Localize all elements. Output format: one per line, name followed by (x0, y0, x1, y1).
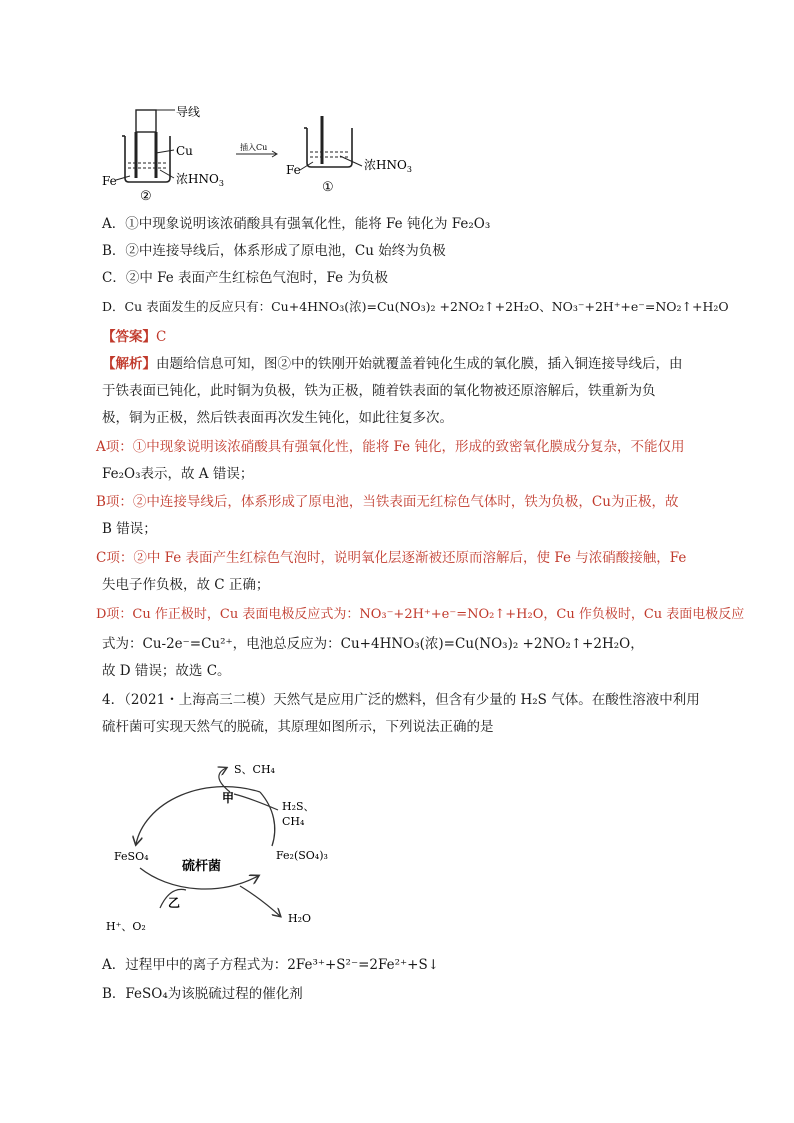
fe2so43-label: Fe₂(SO₄)₃ (276, 849, 328, 862)
analysis-line-2: 于铁表面已钝化，此时铜为负极，铁为正极，随着铁表面的氧化物被还原溶解后，铁重新为负 (102, 383, 656, 399)
q4-stem-2: 硫杆菌可实现天然气的脱硫，其原理如图所示，下列说法正确的是 (102, 719, 494, 735)
explain-b-2: B 错误； (102, 521, 157, 537)
hno3-left-label: 浓$HNO_3$ (176, 172, 224, 188)
q4-option-a: A．过程甲中的离子方程式为：2Fe³⁺+S²⁻=2Fe²⁺+S↓ (102, 957, 440, 973)
q3-option-c: C．②中 Fe 表面产生红棕色气泡时，Fe 为负极 (102, 270, 388, 286)
q3-option-d: D．Cu 表面发生的反应只有：Cu+4HNO₃(浓)=Cu(NO₃)₂ +2NO₂↑+2H₂O、NO₃⁻+2H⁺+e⁻=NO₂↑+H₂O (102, 299, 729, 314)
fe-right-label: Fe (286, 163, 301, 177)
yi-label: 乙 (168, 896, 181, 910)
explain-d-2: 式为：Cu-2e⁻=Cu²⁺，电池总反应为：Cu+4HNO₃(浓)=Cu(NO₃)₂ +2NO₂↑+2H₂O， (102, 636, 644, 652)
q4-option-b: B．FeSO₄为该脱硫过程的催化剂 (102, 986, 303, 1002)
bacteria-label: 硫杆菌 (182, 859, 222, 874)
beaker-right (300, 116, 362, 170)
q4-stem-1: 4．（2021・上海高三二模）天然气是应用广泛的燃料，但含有少量的 H₂S 气体。在酸性溶液中利用 (102, 692, 700, 708)
arrow-to-s-ch4 (219, 768, 230, 792)
ch4-label: CH₄ (282, 815, 305, 828)
q3-option-b: B．②中连接导线后，体系形成了原电池，Cu 始终为负极 (102, 243, 446, 259)
beaker-left-number: ② (140, 189, 152, 204)
arrow-to-h2o (240, 886, 280, 916)
explain-d-3: 故 D 错误；故选 C。 (102, 663, 231, 679)
explain-c-1: C项：②中 Fe 表面产生红棕色气泡时，说明氧化层逐渐被还原而溶解后，使 Fe 与浓硝酸接触，Fe (96, 550, 687, 566)
analysis-line-1: 【解析】由题给信息可知，图②中的铁刚开始就覆盖着钝化生成的氧化膜，插入铜连接导线后，由 (102, 356, 683, 372)
q3-option-a: A．①中现象说明该浓硝酸具有强氧化性，能将 Fe 钝化为 Fe₂O₃ (102, 216, 491, 232)
wire-label: 导线 (176, 105, 201, 119)
explain-a-1: A项：①中现象说明该浓硝酸具有强氧化性，能将 Fe 钝化，形成的致密氧化膜成分复杂，不能仅用 (96, 439, 685, 455)
electrochem-figure (100, 98, 430, 208)
analysis-line-3: 极，铜为正极，然后铁表面再次发生钝化，如此往复多次。 (102, 410, 453, 426)
answer-tag: 【答案】 (102, 329, 156, 345)
cycle-arc-top-right (260, 792, 275, 846)
explain-c-2: 失电子作负极，故 C 正确； (102, 577, 270, 593)
fe-left-label: Fe (102, 174, 117, 188)
answer-line (102, 327, 166, 347)
explain-d-1: D项：Cu 作正极时，Cu 表面电极反应式为：NO₃⁻+2H⁺+e⁻=NO₂↑+H₂O，Cu 作负极时，Cu 表面电极反应 (96, 607, 745, 622)
h2o-label: H₂O (288, 912, 312, 925)
hno3-right-label: 浓$HNO_3$ (364, 158, 412, 174)
arrow-label: 插入Cu (240, 143, 268, 152)
arrow-from-h2s (234, 794, 278, 810)
beaker-right-number: ① (322, 180, 334, 195)
explain-a-2: Fe₂O₃表示，故 A 错误； (102, 466, 254, 482)
desulfurization-cycle-figure (106, 758, 370, 938)
h2s-label: H₂S、 (282, 800, 315, 813)
analysis-tag: 【解析】 (102, 356, 156, 372)
s-ch4-label: S、CH₄ (234, 763, 275, 776)
beaker-left (116, 110, 175, 182)
cycle-arc-top (136, 787, 260, 844)
answer-value: C (156, 329, 167, 345)
cu-label: Cu (176, 144, 193, 158)
explain-b-1: B项：②中连接导线后，体系形成了原电池，当铁表面无红棕色气体时，铁为负极，Cu为正极，故 (96, 494, 679, 510)
h-o2-label: H⁺、O₂ (106, 920, 146, 933)
feso4-label: FeSO₄ (114, 850, 149, 863)
jia-label: 甲 (222, 791, 235, 805)
